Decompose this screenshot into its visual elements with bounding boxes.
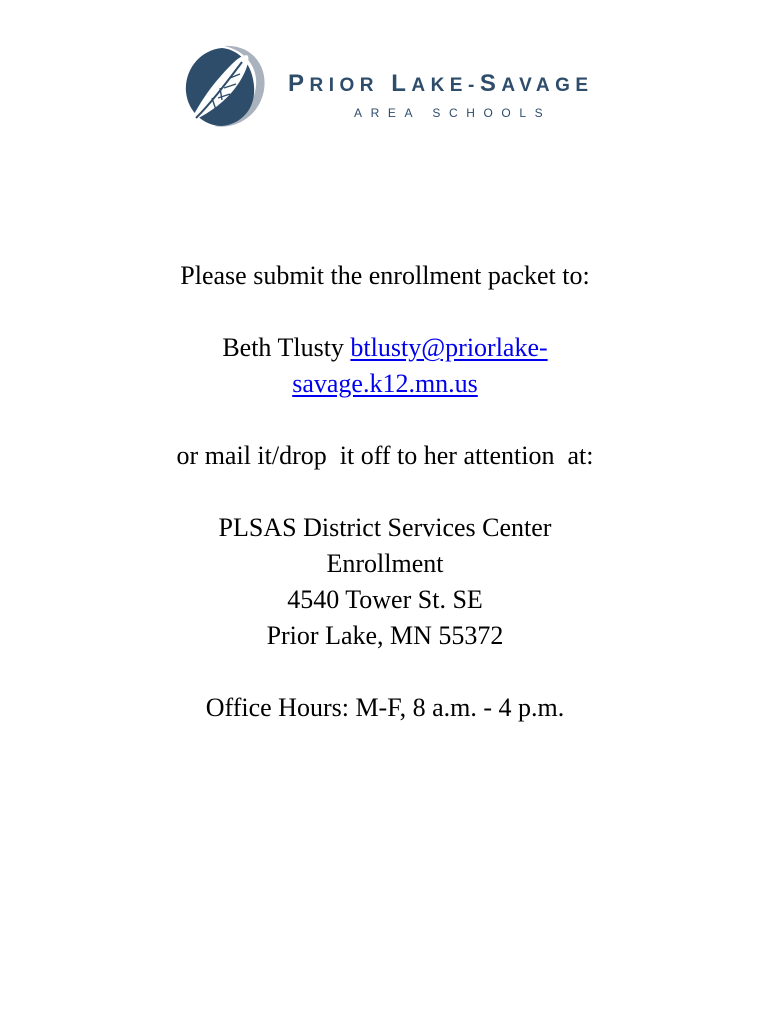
logo-title-initial: L	[391, 70, 412, 97]
mail-instruction-part: or mail it/drop	[176, 441, 327, 470]
logo-title-initial: S	[479, 70, 502, 97]
intro-text: Please submit the enrollment packet to:	[180, 261, 590, 290]
contact-line	[0, 330, 770, 366]
address-line-1: PLSAS District Services Center	[218, 513, 552, 542]
office-hours: Office Hours: M-F, 8 a.m. - 4 p.m.	[205, 693, 565, 722]
mail-instruction-part: it off to her attention	[339, 441, 555, 470]
address-line-3: 4540 Tower St. SE	[287, 585, 483, 614]
logo-title-separator: -	[467, 75, 480, 96]
contact-line-2	[0, 366, 770, 402]
mail-instruction-part: at:	[567, 441, 594, 470]
logo-title	[288, 70, 594, 98]
logo-subtitle: AREA SCHOOLS	[354, 106, 552, 120]
address-line-4: Prior Lake, MN 55372	[266, 621, 504, 650]
logo-title-initial: P	[288, 70, 310, 97]
email-link-part1[interactable]: btlusty@priorlake-	[350, 333, 548, 362]
enrollment-instructions	[0, 258, 770, 726]
email-link-part2[interactable]: savage.k12.mn.us	[292, 369, 478, 398]
logo-title-rest: AVAGE	[501, 75, 594, 96]
logo-title-rest: AKE	[411, 75, 468, 96]
contact-name: Beth Tlusty	[222, 333, 344, 362]
leaf-swoosh-icon	[178, 40, 270, 132]
mail-instruction	[0, 438, 770, 474]
school-logo	[178, 40, 638, 132]
address-line-2: Enrollment	[326, 549, 444, 578]
logo-title-rest: RIOR	[309, 75, 380, 96]
